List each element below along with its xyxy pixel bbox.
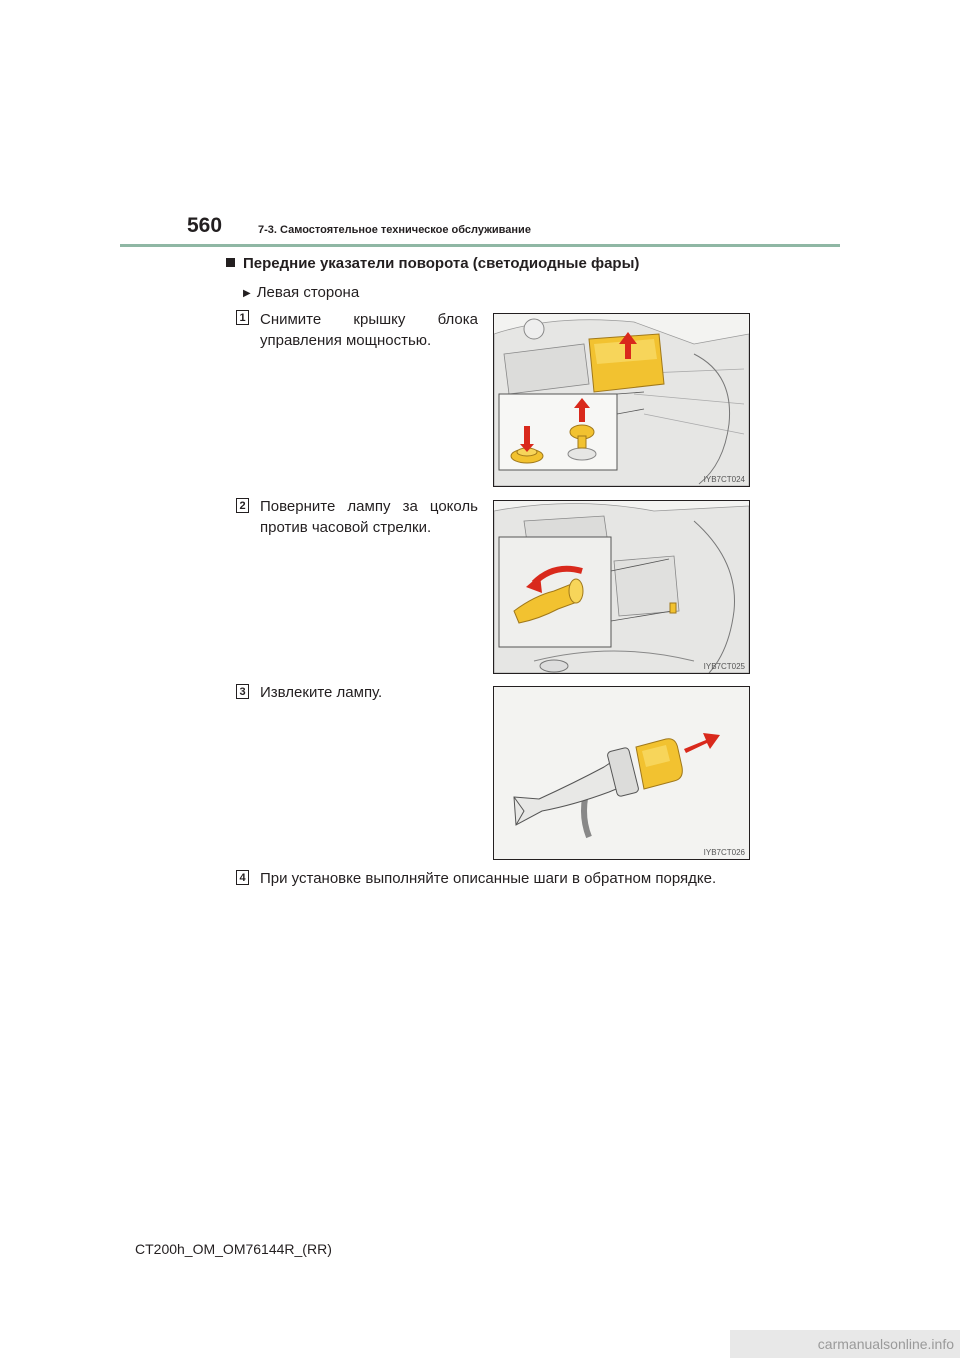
page-number: 560 — [187, 214, 223, 237]
step-number-2: 2 — [236, 498, 249, 513]
step-text-4: При установке выполняйте описанные шаги в обратном порядке. — [260, 870, 717, 887]
figure-remove-bulb — [493, 686, 750, 860]
figure-rotate-bulb — [493, 500, 750, 674]
figure-remove-cover — [493, 313, 750, 487]
section-title: 7-3. Самостоятельное техническое обслуживание — [258, 224, 531, 236]
step-text-1: Снимите крышку блока управления мощностью. — [260, 311, 478, 349]
side-label — [243, 284, 359, 301]
figure-code-2: IYB7CT025 — [703, 662, 745, 671]
triangle-bullet-icon: ▶ — [243, 288, 251, 299]
step-text-3: Извлеките лампу. — [260, 684, 383, 701]
side-label-text: Левая сторона — [256, 284, 360, 301]
watermark: carmanualsonline.info — [730, 1330, 960, 1358]
subsection-heading — [226, 255, 639, 272]
header-rule — [120, 244, 840, 247]
figure-code-3: IYB7CT026 — [703, 848, 745, 857]
step-number-4: 4 — [236, 870, 249, 885]
step-text-2: Поверните лампу за цоколь против часовой стрелки. — [260, 498, 478, 536]
square-bullet-icon — [226, 258, 235, 267]
step-number-3: 3 — [236, 684, 249, 699]
heading-text: Передние указатели поворота (светодиодные фары) — [243, 255, 640, 272]
figure-code-1: IYB7CT024 — [703, 475, 745, 484]
step-number-1: 1 — [236, 310, 249, 325]
document-code: CT200h_OM_OM76144R_(RR) — [135, 1241, 332, 1257]
